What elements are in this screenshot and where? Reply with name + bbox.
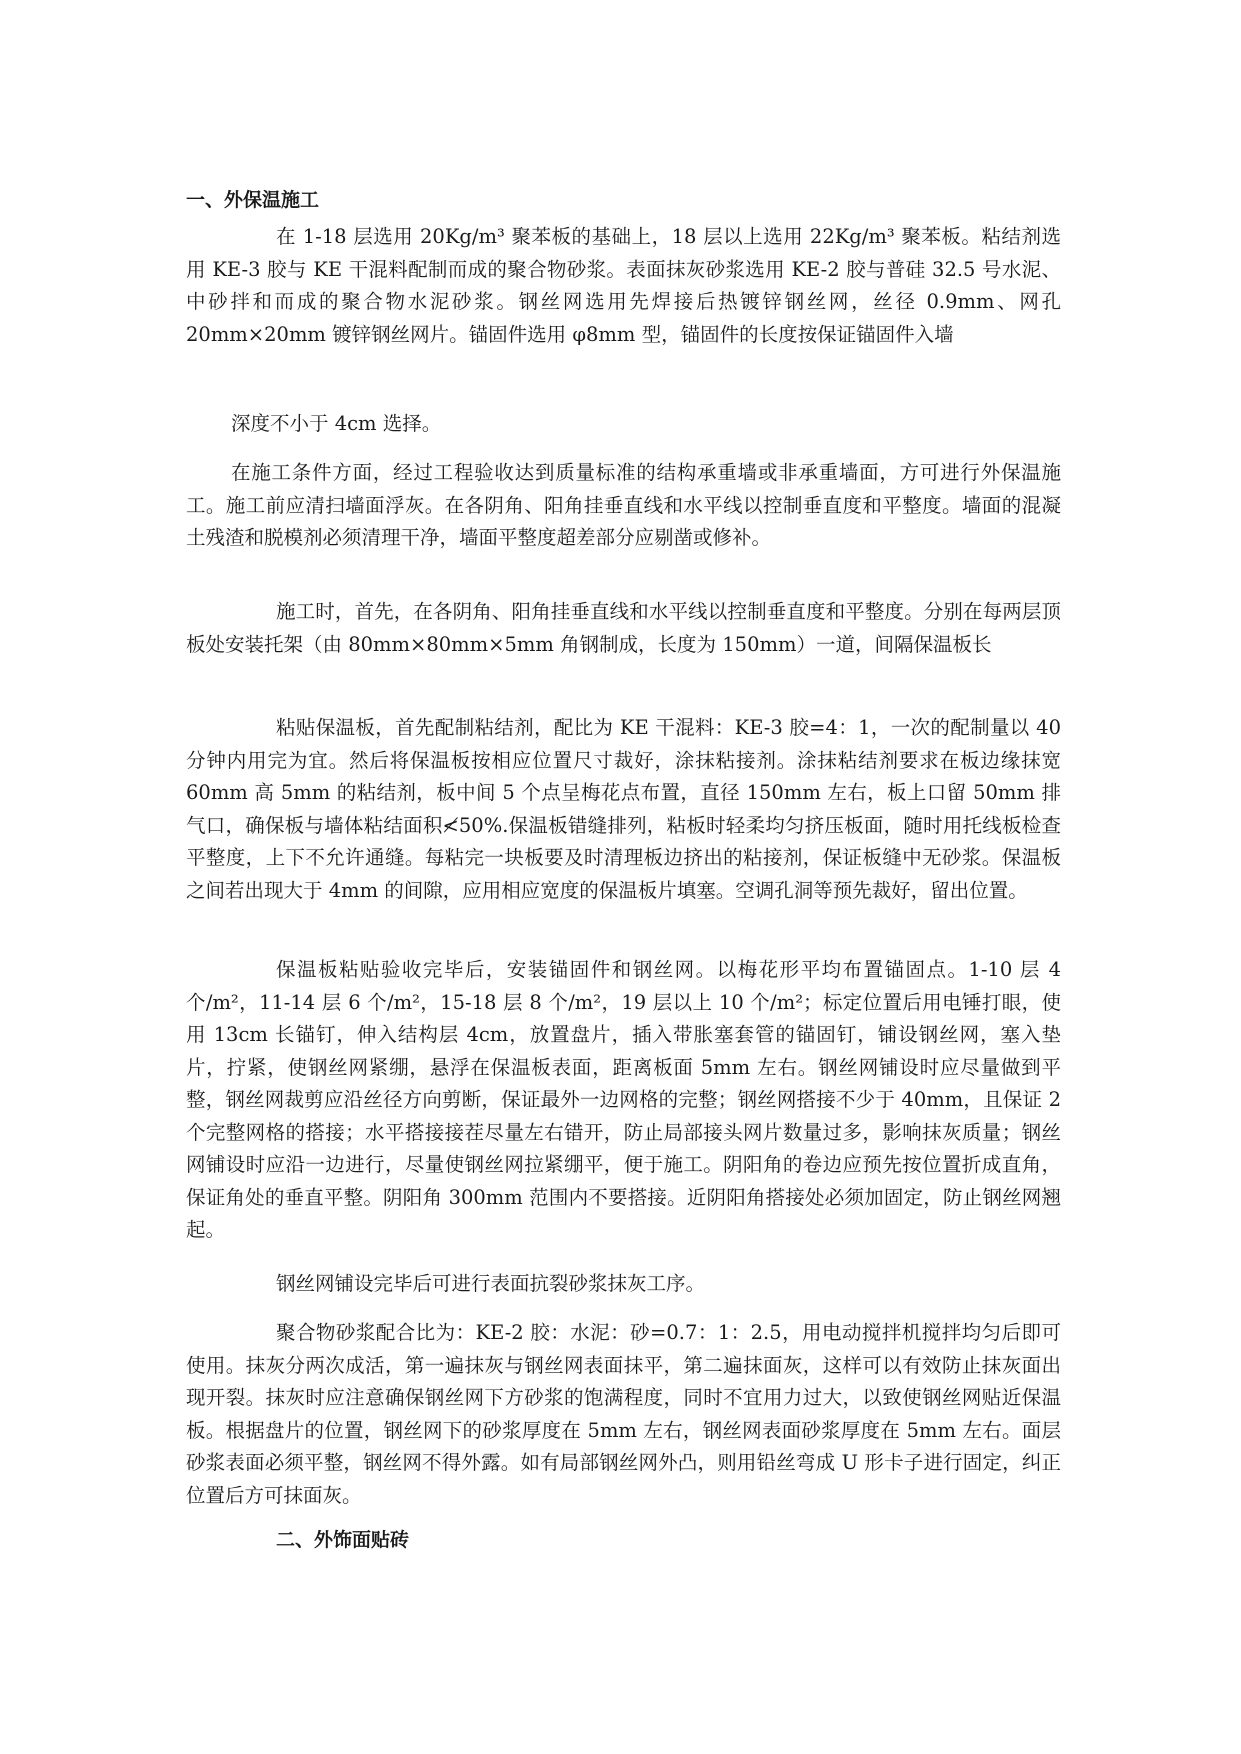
paragraph-anchor-depth: 深度不小于 4cm 选择。	[231, 412, 442, 435]
paragraph-construction-start: 施工时，首先，在各阴角、阳角挂垂直线和水平线以控制垂直度和平整度。分别在每两层顶板处安装托架（由 80mm×80mm×5mm 角钢制成，长度为 150mm）一道，间隔保温板长	[186, 600, 1061, 656]
paragraph-conditions: 在施工条件方面，经过工程验收达到质量标准的结构承重墙或非承重墙面，方可进行外保温施工。施工前应清扫墙面浮灰。在各阴角、阳角挂垂直线和水平线以控制垂直度和平整度。墙面的混凝土残渣和脱模剂必须清理干净，墙面平整度超差部分应剔凿或修补。	[186, 461, 1061, 549]
paragraph-anchors-mesh: 保温板粘贴验收完毕后，安装锚固件和钢丝网。以梅花形平均布置锚固点。1-10 层 4 个/m²，11-14 层 6 个/m²，15-18 层 8 个/m²，19 层以上 10 个/m²；标定位置后用电锤打眼，使用 13cm 长锚钉，伸入结构层 4cm，放置盘片，插入带胀塞套管的锚固钉，铺设钢丝网，塞入垫片，拧紧，使钢丝网紧绷，悬浮在保温板表面，距离板面 5mm 左右。钢丝网铺设时应尽量做到平整，钢丝网裁剪应沿丝径方向剪断，保证最外一边网格的完整；钢丝网搭接不少于 40mm，且保证 2 个完整网格的搭接；水平搭接接茬尽量左右错开，防止局部接头网片数量过多，影响抹灰质量；钢丝网铺设时应沿一边进行，尽量使钢丝网拉紧绷平，便于施工。阴阳角的卷边应预先按位置折成直角，保证角处的垂直平整。阴阳角 300mm 范围内不要搭接。近阴阳角搭接处必须加固定，防止钢丝网翘起。	[186, 958, 1061, 1241]
paragraph-mesh-complete: 钢丝网铺设完毕后可进行表面抗裂砂浆抹灰工序。	[276, 1272, 706, 1295]
section-2-heading: 二、外饰面贴砖	[276, 1529, 410, 1551]
paragraph-materials: 在 1-18 层选用 20Kg/m³ 聚苯板的基础上，18 层以上选用 22Kg/m³ 聚苯板。粘结剂选用 KE-3 胶与 KE 干混料配制而成的聚合物砂浆。表面抹灰砂浆选用 KE-2 胶与普硅 32.5 号水泥、中砂拌和而成的聚合物水泥砂浆。钢丝网选用先焊接后热镀锌钢丝网，丝径 0.9mm、网孔 20mm×20mm 镀锌钢丝网片。锚固件选用 φ8mm 型，锚固件的长度按保证锚固件入墙	[186, 225, 1061, 346]
section-1-heading: 一、外保温施工	[186, 189, 320, 211]
paragraph-bonding-boards: 粘贴保温板，首先配制粘结剂，配比为 KE 干混料：KE-3 胶=4：1，一次的配制量以 40 分钟内用完为宜。然后将保温板按相应位置尺寸裁好，涂抹粘接剂。涂抹粘结剂要求在板边缘抹宽 60mm 高 5mm 的粘结剂，板中间 5 个点呈梅花点布置，直径 150mm 左右，板上口留 50mm 排气口，确保板与墙体粘结面积≮50%.保温板错缝排列，粘板时轻柔均匀挤压板面，随时用托线板检查平整度，上下不允许通缝。每粘完一块板要及时清理板边挤出的粘接剂，保证板缝中无砂浆。保温板之间若出现大于 4mm 的间隙，应用相应宽度的保温板片填塞。空调孔洞等预先裁好，留出位置。	[186, 716, 1061, 902]
paragraph-mortar-mix: 聚合物砂浆配合比为：KE-2 胶：水泥：砂=0.7：1：2.5，用电动搅拌机搅拌均匀后即可使用。抹灰分两次成活，第一遍抹灰与钢丝网表面抹平，第二遍抹面灰，这样可以有效防止抹灰面出现开裂。抹灰时应注意确保钢丝网下方砂浆的饱满程度，同时不宜用力过大，以致使钢丝网贴近保温板。根据盘片的位置，钢丝网下的砂浆厚度在 5mm 左右，钢丝网表面砂浆厚度在 5mm 左右。面层砂浆表面必须平整，钢丝网不得外露。如有局部钢丝网外凸，则用铅丝弯成 U 形卡子进行固定，纠正位置后方可抹面灰。	[186, 1321, 1061, 1507]
